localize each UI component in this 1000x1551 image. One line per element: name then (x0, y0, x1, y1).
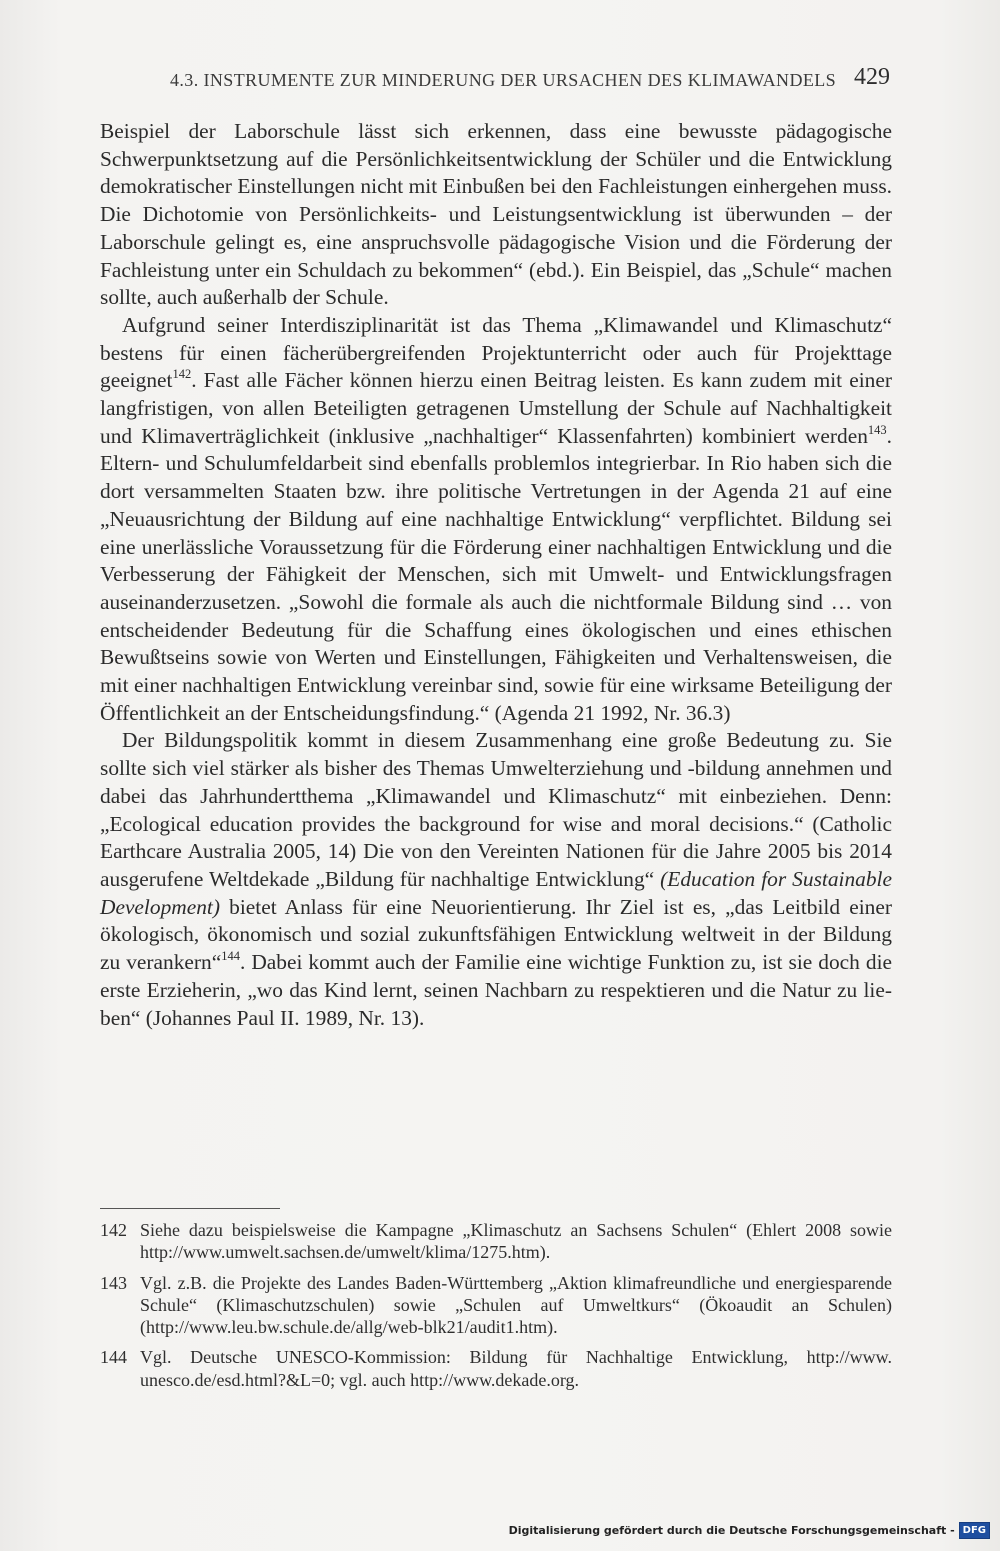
running-header (170, 64, 890, 96)
paragraph-2 (100, 312, 892, 728)
paragraph-1: Beispiel der Laborschule lässt sich erkennen, dass eine bewusste pädagogische Schwerpunktsetzung auf die Persönlichkeitsentwicklung der Schüler und die Entwicklung demokratischer Einstellungen nicht mit Einbußen bei den Fachleistungen einhergehen muss. Die Dichotomie von Persönlichkeits- und Leistungsentwicklung ist überwunden – der Laborschule gelingt es, eine anspruchsvolle pädagogische Vision und die Förderung der Fachleistung unter ein Schuldach zu bekommen“ (ebd.). Ein Beispiel, das „Schule“ machen sollte, auch außerhalb der Schule. (100, 119, 892, 310)
paragraph-3-italic: (Education for Sustainable Development) (100, 866, 892, 919)
footnote-144 (100, 1346, 892, 1391)
footnote-143 (100, 1272, 892, 1339)
footnote-142 (100, 1219, 892, 1264)
footnote-number: 143 (100, 1272, 127, 1293)
credit-text: Digitalisierung gefördert durch die Deutsche Forschungsgemeinschaft - (508, 1523, 955, 1537)
footnote-ref-142: 142 (172, 367, 192, 382)
main-text (100, 118, 892, 1032)
paragraph-2-part-b: . Fast alle Fächer können hierzu einen Beitrag leisten. Es kann zudem mit einer langfristigen, von allen Beteiligten getragenen Umstellung der Schule auf Nachhaltigkeit und Klimaverträglichkeit (inklusive „nachhaltiger“ Klassenfahrten) kombiniert werden (100, 368, 892, 448)
footnote-divider (100, 1208, 280, 1209)
footnote-text: Vgl. z.B. die Projekte des Landes Baden-Württemberg „Aktion klimafreundliche und energiesparende Schule“ (Klimaschutzschulen) sowie „Schulen auf Umweltkurs“ (Ökoaudit an Schulen) (http://www.leu.bw.schule.de/allg/web-blk21/audit1.htm). (140, 1272, 892, 1338)
footnote-ref-144: 144 (221, 949, 240, 964)
digitization-credit (509, 1519, 990, 1541)
paragraph-3 (100, 727, 892, 1032)
footnote-number: 142 (100, 1220, 127, 1240)
paragraph-3-part-a: Der Bildungspolitik kommt in diesem Zusammenhang eine große Bedeutung zu. Sie sollte sich viel stärker als bisher des Themas Umwelterziehung und -bildung annehmen und dabei das Jahrhundertthema „Klimawandel und Klimaschutz“ mit einbeziehen. Denn: „Ecological education provides the background for wise and moral decisions.“ (Catholic Earthcare Australia 2005, 14) Die von den Vereinten Nationen für die Jahre 2005 bis 2014 ausgerufene Weltdekade „Bildung für nachhaltige Entwicklung“ (100, 728, 892, 891)
chapter-heading: 4.3. INSTRUMENTE ZUR MINDERUNG DER URSACHEN DES KLIMAWANDELS (170, 70, 837, 90)
paragraph-3-part-b: bietet Anlass für eine Neuorientierung. Ihr Ziel ist es, „das Leitbild einer ökologisch, ökonomisch und sozial zukunftsfähigen Entwicklung weltweit in der Bildung zu verankern“ (100, 894, 892, 975)
footnote-text: Siehe dazu beispielsweise die Kampagne „Klimaschutz an Sachsens Schulen“ (Ehlert 2008 sowie http://www.umwelt.sachsen.de/umwelt/klima/1275.htm). (140, 1220, 892, 1263)
paragraph-2-part-a: Aufgrund seiner Interdisziplinarität ist das Thema „Klimawandel und Klimaschutz“ bestens für einen fächerübergreifenden Projektunterricht oder auch für Projekttage geeignet (100, 312, 892, 393)
footnote-ref-143: 143 (867, 422, 887, 437)
dfg-logo: DFG (959, 1522, 990, 1539)
footnotes (100, 1219, 892, 1399)
footnote-number: 144 (100, 1347, 127, 1368)
footnote-text: Vgl. Deutsche UNESCO-Kommission: Bildung für Nachhaltige Entwicklung, http://www. unesco.de/esd.html?&L=0; vgl. auch http://www.dekade.org. (140, 1347, 892, 1390)
paragraph-3-part-c: . Dabei kommt auch der Familie eine wichtige Funktion zu, ist sie doch die erste Erzieherin, „wo das Kind lernt, seinen Nachbarn zu respektieren und die Natur zu lieben“ (Johannes Paul II. 1989, Nr. 13). (100, 950, 893, 1030)
page-number: 429 (854, 64, 890, 90)
paragraph-2-part-c: . Eltern- und Schulumfeldarbeit sind ebenfalls problemlos integrierbar. In Rio haben sich die dort versammelten Staaten bzw. ihre politische Vertretungen in der Agenda 21 auf eine „Neuausrichtung der Bildung auf eine nachhaltige Entwicklung“ verpflichtet. Bildung sei eine unerlässliche Voraussetzung für die Förderung einer nachhaltigen Entwicklung und die Verbesserung der Fähigkeit der Menschen, sich mit Umwelt- und Entwicklungsfragen auseinanderzusetzen. „Sowohl die formale als auch die nichtformale Bildung sind … von entscheidender Bedeutung für die Schaffung eines ökologischen und eines ethischen Bewußtseins sowie von Werten und Einstellungen, Fähigkeiten und Verhaltensweisen, die mit einer nachhaltigen Entwicklung vereinbar sind, sowie für eine wirksame Beteiligung der Öffentlichkeit an der Entscheidungsfindung.“ (Agenda 21 1992, Nr. 36.3) (100, 423, 892, 725)
